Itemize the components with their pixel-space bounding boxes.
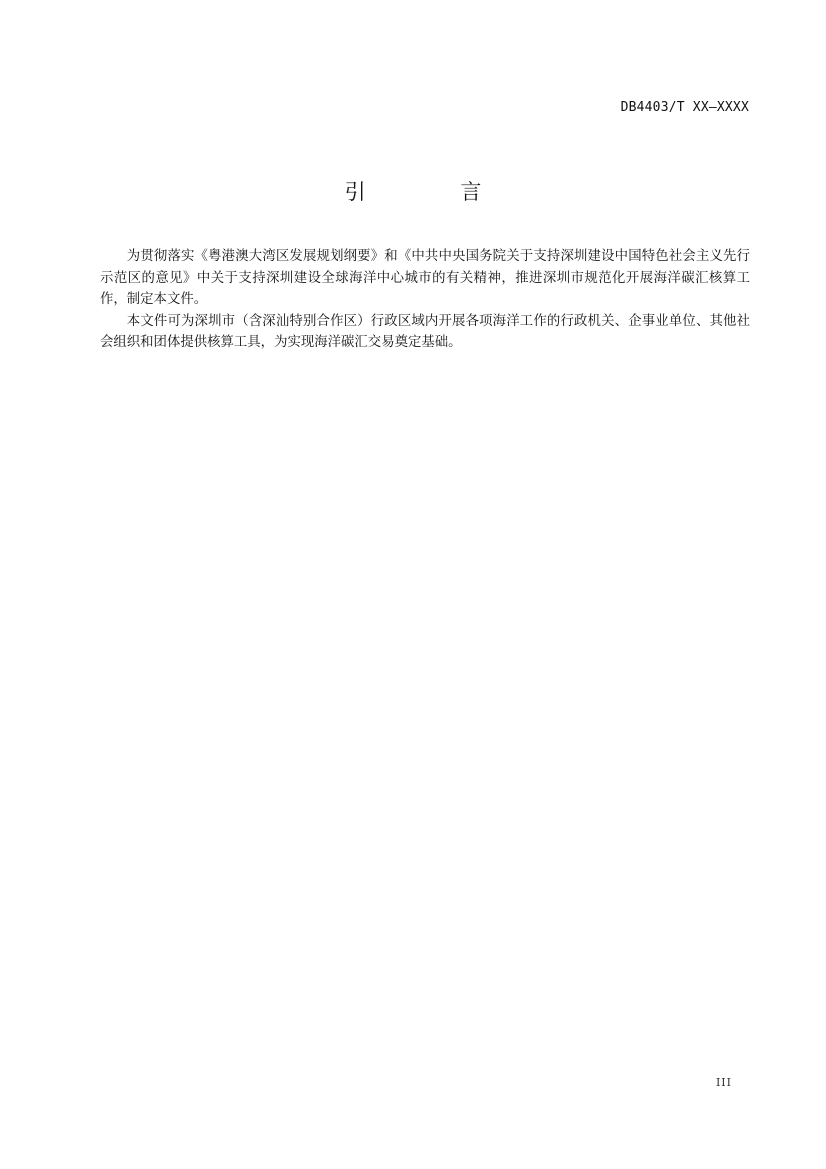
body-text: [100, 246, 750, 354]
page-number: III: [715, 1076, 732, 1089]
paragraph: 为贯彻落实《粤港澳大湾区发展规划纲要》和《中共中央国务院关于支持深圳建设中国特色社会主义先行示范区的意见》中关于支持深圳建设全球海洋中心城市的有关精神，推进深圳市规范化开展海洋碳汇核算工作，制定本文件。: [100, 249, 750, 307]
document-code: DB4403/T XX—XXXX: [620, 100, 749, 115]
paragraph: 本文件可为深圳市（含深汕特别合作区）行政区域内开展各项海洋工作的行政机关、企事业单位、其他社会组织和团体提供核算工具，为实现海洋碳汇交易奠定基础。: [100, 313, 750, 350]
section-title: 引 言: [344, 180, 526, 204]
